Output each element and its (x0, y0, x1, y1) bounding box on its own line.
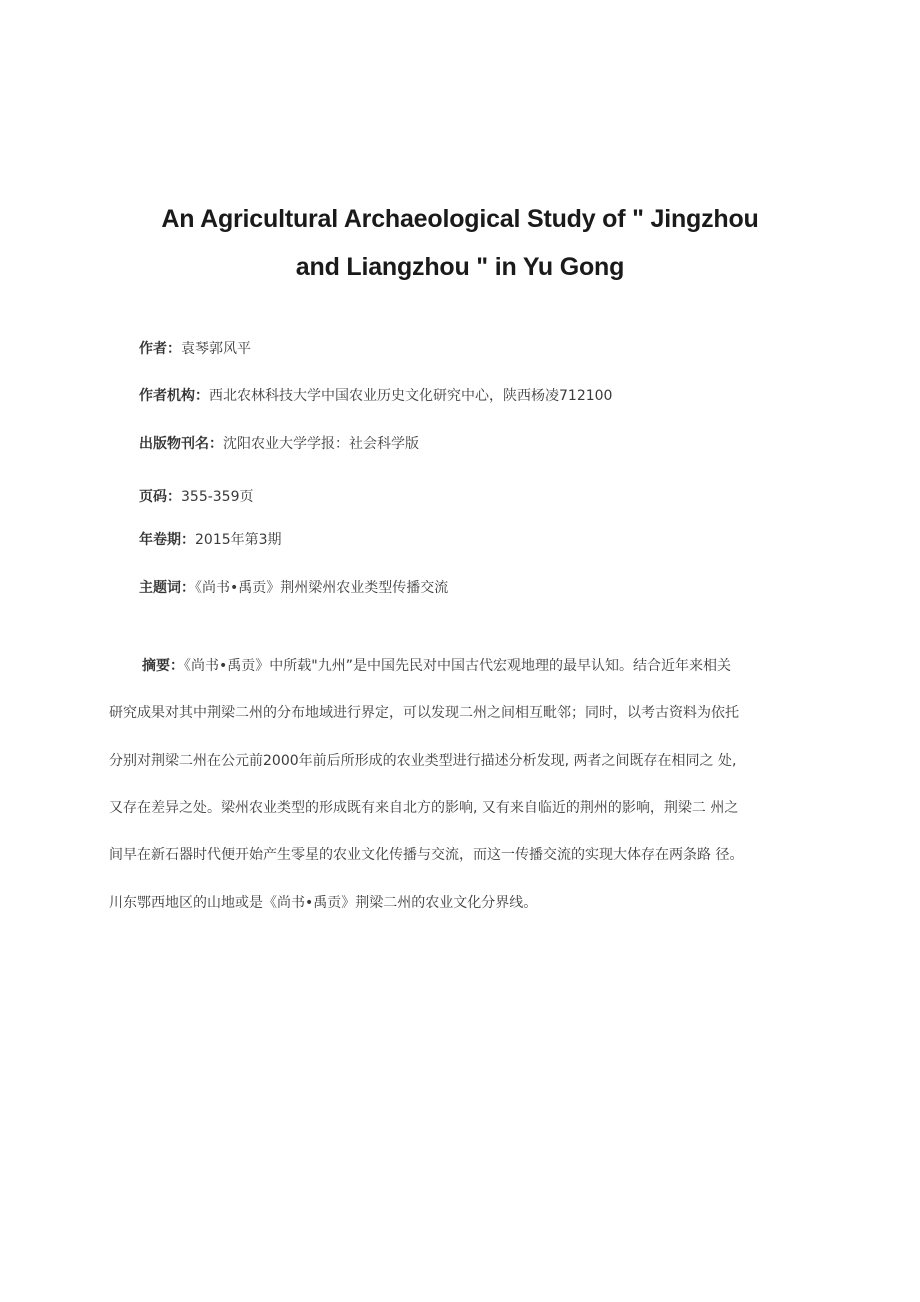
journal-label: 出版物刊名： (139, 436, 223, 452)
abstract-line-4: 又存在差异之处。梁州农业类型的形成既有来自北方的影响, 又有来自临近的荆州的影响，荆梁二 州之 (109, 800, 739, 816)
pages-value: 355-359页 (181, 489, 254, 505)
abstract-line-3: 分别对荆梁二州在公元前2000年前后所形成的农业类型进行描述分析发现, 两者之间既存在相同之 处, (109, 753, 737, 769)
abstract-line-2: 研究成果对其中荆梁二州的分布地域进行界定，可以发现二州之间相互毗邻；同时，以考古资料为依托 (109, 705, 739, 721)
pages-label: 页码： (139, 489, 181, 505)
issue-row (139, 530, 282, 550)
affiliation-row (139, 386, 612, 406)
title-line-1: An Agricultural Archaeological Study of " Jingzhou (161, 205, 759, 233)
keywords-row (139, 578, 448, 598)
affiliation-label: 作者机构： (139, 388, 209, 404)
abstract-text-1: 《尚书•禹贡》中所载"九州”是中国先民对中国古代宏观地理的最早认知。结合近年来相关 (184, 658, 731, 674)
abstract-line-6: 川东鄂西地区的山地或是《尚书•禹贡》荆梁二州的农业文化分界线。 (109, 895, 538, 911)
issue-label: 年卷期： (139, 532, 195, 548)
affiliation-value: 西北农林科技大学中国农业历史文化研究中心，陕西杨凌712100 (209, 388, 613, 404)
author-value: 袁琴郭风平 (181, 341, 251, 357)
author-row (139, 339, 251, 359)
title-line-2: and Liangzhou " in Yu Gong (295, 253, 625, 281)
abstract-line-1 (142, 656, 842, 676)
keywords-value: 《尚书•禹贡》荆州梁州农业类型传播交流 (195, 580, 449, 596)
journal-value: 沈阳农业大学学报：社会科学版 (223, 436, 419, 452)
abstract-label: 摘要： (142, 658, 184, 674)
journal-row (139, 434, 419, 454)
keywords-label: 主题词： (139, 580, 195, 596)
pages-row (139, 487, 254, 507)
author-label: 作者： (139, 341, 181, 357)
abstract-line-5: 间早在新石器时代便开始产生零星的农业文化传播与交流，而这一传播交流的实现大体存在两条路 径。 (109, 847, 744, 863)
issue-value: 2015年第3期 (195, 532, 282, 548)
